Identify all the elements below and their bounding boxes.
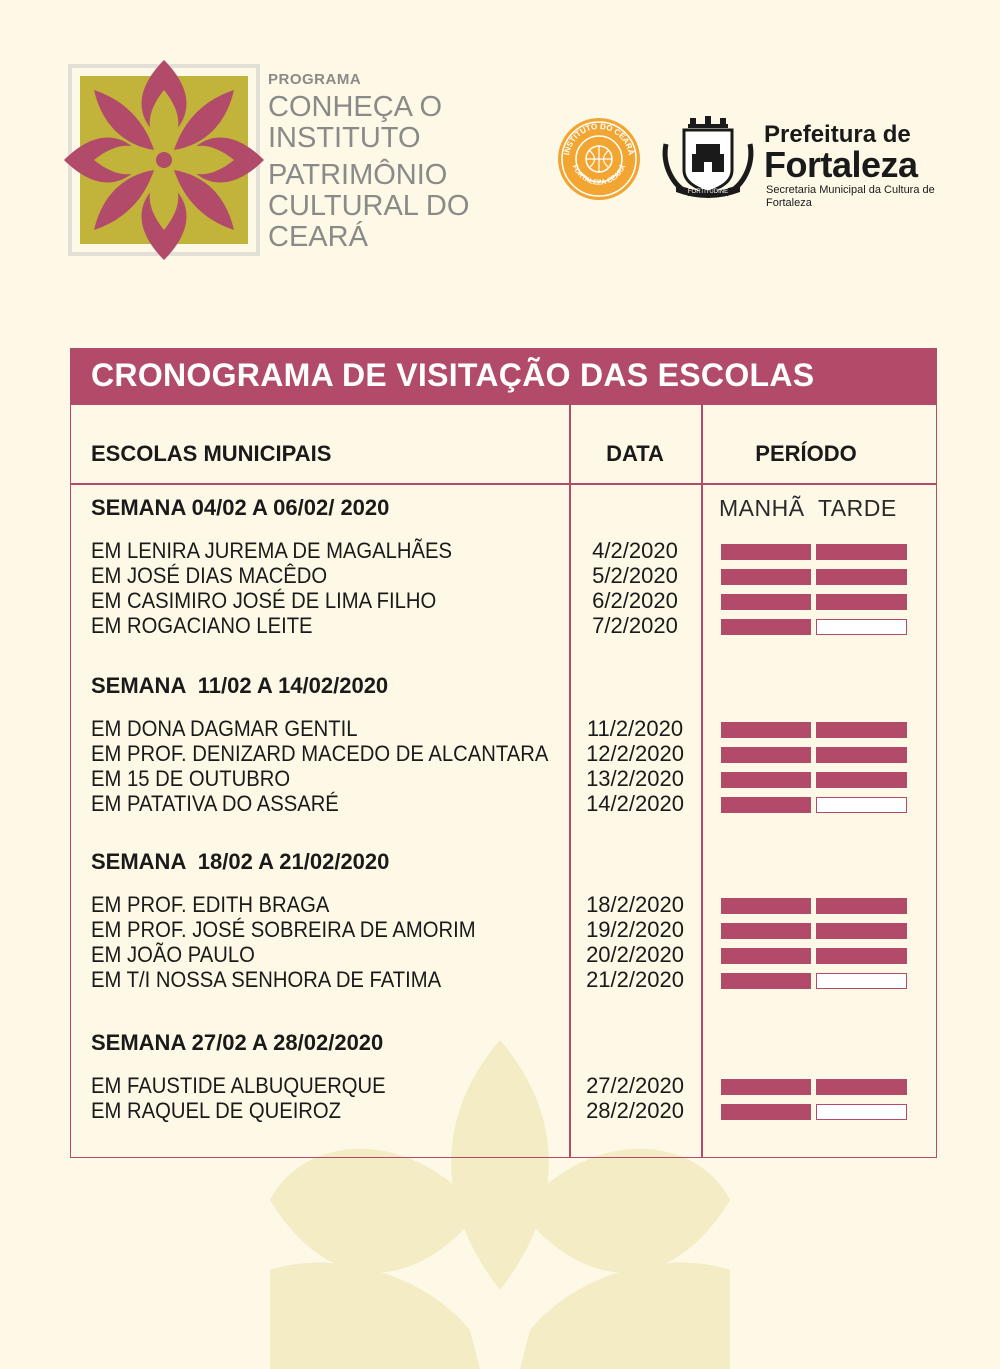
afternoon-period-indicator bbox=[816, 569, 907, 585]
period-morning-label: MANHÃ bbox=[719, 495, 805, 521]
afternoon-period-indicator bbox=[816, 772, 907, 788]
morning-period-indicator bbox=[721, 544, 811, 560]
table-title: CRONOGRAMA DE VISITAÇÃO DAS ESCOLAS bbox=[91, 357, 815, 393]
seal-bottom-text: FORTALEZA CEARÁ bbox=[570, 163, 628, 187]
program-title: CONHEÇA O INSTITUTO bbox=[268, 91, 443, 154]
visit-date: 27/2/2020 bbox=[586, 1073, 684, 1098]
morning-period-indicator bbox=[721, 1104, 811, 1120]
prefeitura-title: Prefeitura de bbox=[764, 121, 911, 148]
school-name: EM DONA DAGMAR GENTIL bbox=[91, 716, 358, 741]
program-logo-flower-icon bbox=[64, 60, 264, 260]
prefeitura-city: Fortaleza bbox=[764, 144, 918, 185]
prefeitura-subtitle: Secretaria Municipal da Cultura de Fortaleza bbox=[766, 184, 935, 209]
school-name: EM ROGACIANO LEITE bbox=[91, 613, 313, 638]
visit-date: 5/2/2020 bbox=[592, 563, 678, 588]
afternoon-period-indicator bbox=[816, 923, 907, 939]
school-name: EM JOSÉ DIAS MACÊDO bbox=[91, 563, 328, 588]
visit-date: 12/2/2020 bbox=[586, 741, 684, 766]
visit-date: 18/2/2020 bbox=[586, 892, 684, 917]
visit-date: 7/2/2020 bbox=[592, 613, 678, 638]
afternoon-period-indicator bbox=[816, 898, 907, 914]
week-4-heading: SEMANA 27/02 A 28/02/2020 bbox=[91, 1030, 384, 1055]
program-label: PROGRAMA bbox=[268, 71, 362, 88]
period-subheader bbox=[719, 495, 897, 522]
morning-period-indicator bbox=[721, 594, 811, 610]
crest-motto: FORTITUDINE bbox=[687, 189, 729, 195]
morning-period-indicator bbox=[721, 619, 811, 635]
afternoon-period-indicator bbox=[816, 747, 907, 763]
afternoon-period-indicator bbox=[816, 619, 907, 635]
morning-period-indicator bbox=[721, 948, 811, 964]
visit-date: 19/2/2020 bbox=[586, 917, 684, 942]
afternoon-period-indicator bbox=[816, 594, 907, 610]
school-name: EM LENIRA JUREMA DE MAGALHÃES bbox=[91, 538, 453, 563]
visit-date: 6/2/2020 bbox=[592, 588, 678, 613]
afternoon-period-indicator bbox=[816, 973, 907, 989]
morning-period-indicator bbox=[721, 797, 811, 813]
visit-date: 28/2/2020 bbox=[586, 1098, 684, 1123]
afternoon-period-indicator bbox=[816, 948, 907, 964]
afternoon-period-indicator bbox=[816, 544, 907, 560]
instituto-ceara-seal-icon bbox=[556, 116, 642, 202]
week-3-heading: SEMANA 18/02 A 21/02/2020 bbox=[91, 849, 390, 874]
afternoon-period-indicator bbox=[816, 797, 907, 813]
visit-date: 20/2/2020 bbox=[586, 942, 684, 967]
program-subtitle: PATRIMÔNIO CULTURAL DO CEARÁ bbox=[268, 159, 470, 253]
school-name: EM FAUSTIDE ALBUQUERQUE bbox=[91, 1073, 386, 1098]
school-name: EM PATATIVA DO ASSARÉ bbox=[91, 791, 339, 816]
week-1-heading: SEMANA 04/02 A 06/02/ 2020 bbox=[91, 495, 390, 520]
week-2-heading: SEMANA 11/02 A 14/02/2020 bbox=[91, 673, 389, 698]
morning-period-indicator bbox=[721, 722, 811, 738]
morning-period-indicator bbox=[721, 569, 811, 585]
school-name: EM T/I NOSSA SENHORA DE FATIMA bbox=[91, 967, 442, 992]
column-header-period: PERÍODO bbox=[755, 441, 857, 466]
school-name: EM CASIMIRO JOSÉ DE LIMA FILHO bbox=[91, 588, 437, 613]
school-name: EM PROF. JOSÉ SOBREIRA DE AMORIM bbox=[91, 917, 476, 942]
column-header-date: DATA bbox=[606, 441, 664, 466]
period-afternoon-label: TARDE bbox=[817, 495, 897, 521]
visit-date: 13/2/2020 bbox=[586, 766, 684, 791]
morning-period-indicator bbox=[721, 772, 811, 788]
header-divider bbox=[71, 483, 936, 485]
visit-date: 21/2/2020 bbox=[586, 967, 684, 992]
school-name: EM JOÃO PAULO bbox=[91, 942, 255, 967]
afternoon-period-indicator bbox=[816, 1079, 907, 1095]
visit-date: 14/2/2020 bbox=[586, 791, 684, 816]
schedule-table bbox=[70, 348, 937, 1158]
column-divider bbox=[701, 405, 703, 1157]
morning-period-indicator bbox=[721, 898, 811, 914]
seal-text: INSTITUTO DO CEARÁ bbox=[562, 121, 636, 156]
afternoon-period-indicator bbox=[816, 1104, 907, 1120]
table-title-bar bbox=[71, 349, 936, 405]
school-name: EM 15 DE OUTUBRO bbox=[91, 766, 291, 791]
visit-date: 4/2/2020 bbox=[592, 538, 678, 563]
column-header-school: ESCOLAS MUNICIPAIS bbox=[91, 441, 332, 466]
school-name: EM RAQUEL DE QUEIROZ bbox=[91, 1098, 342, 1123]
fortaleza-crest-icon bbox=[660, 114, 756, 200]
afternoon-period-indicator bbox=[816, 722, 907, 738]
morning-period-indicator bbox=[721, 973, 811, 989]
morning-period-indicator bbox=[721, 1079, 811, 1095]
morning-period-indicator bbox=[721, 923, 811, 939]
school-name: EM PROF. EDITH BRAGA bbox=[91, 892, 330, 917]
visit-date: 11/2/2020 bbox=[586, 716, 684, 741]
school-name: EM PROF. DENIZARD MACEDO DE ALCANTARA bbox=[91, 741, 549, 766]
morning-period-indicator bbox=[721, 747, 811, 763]
